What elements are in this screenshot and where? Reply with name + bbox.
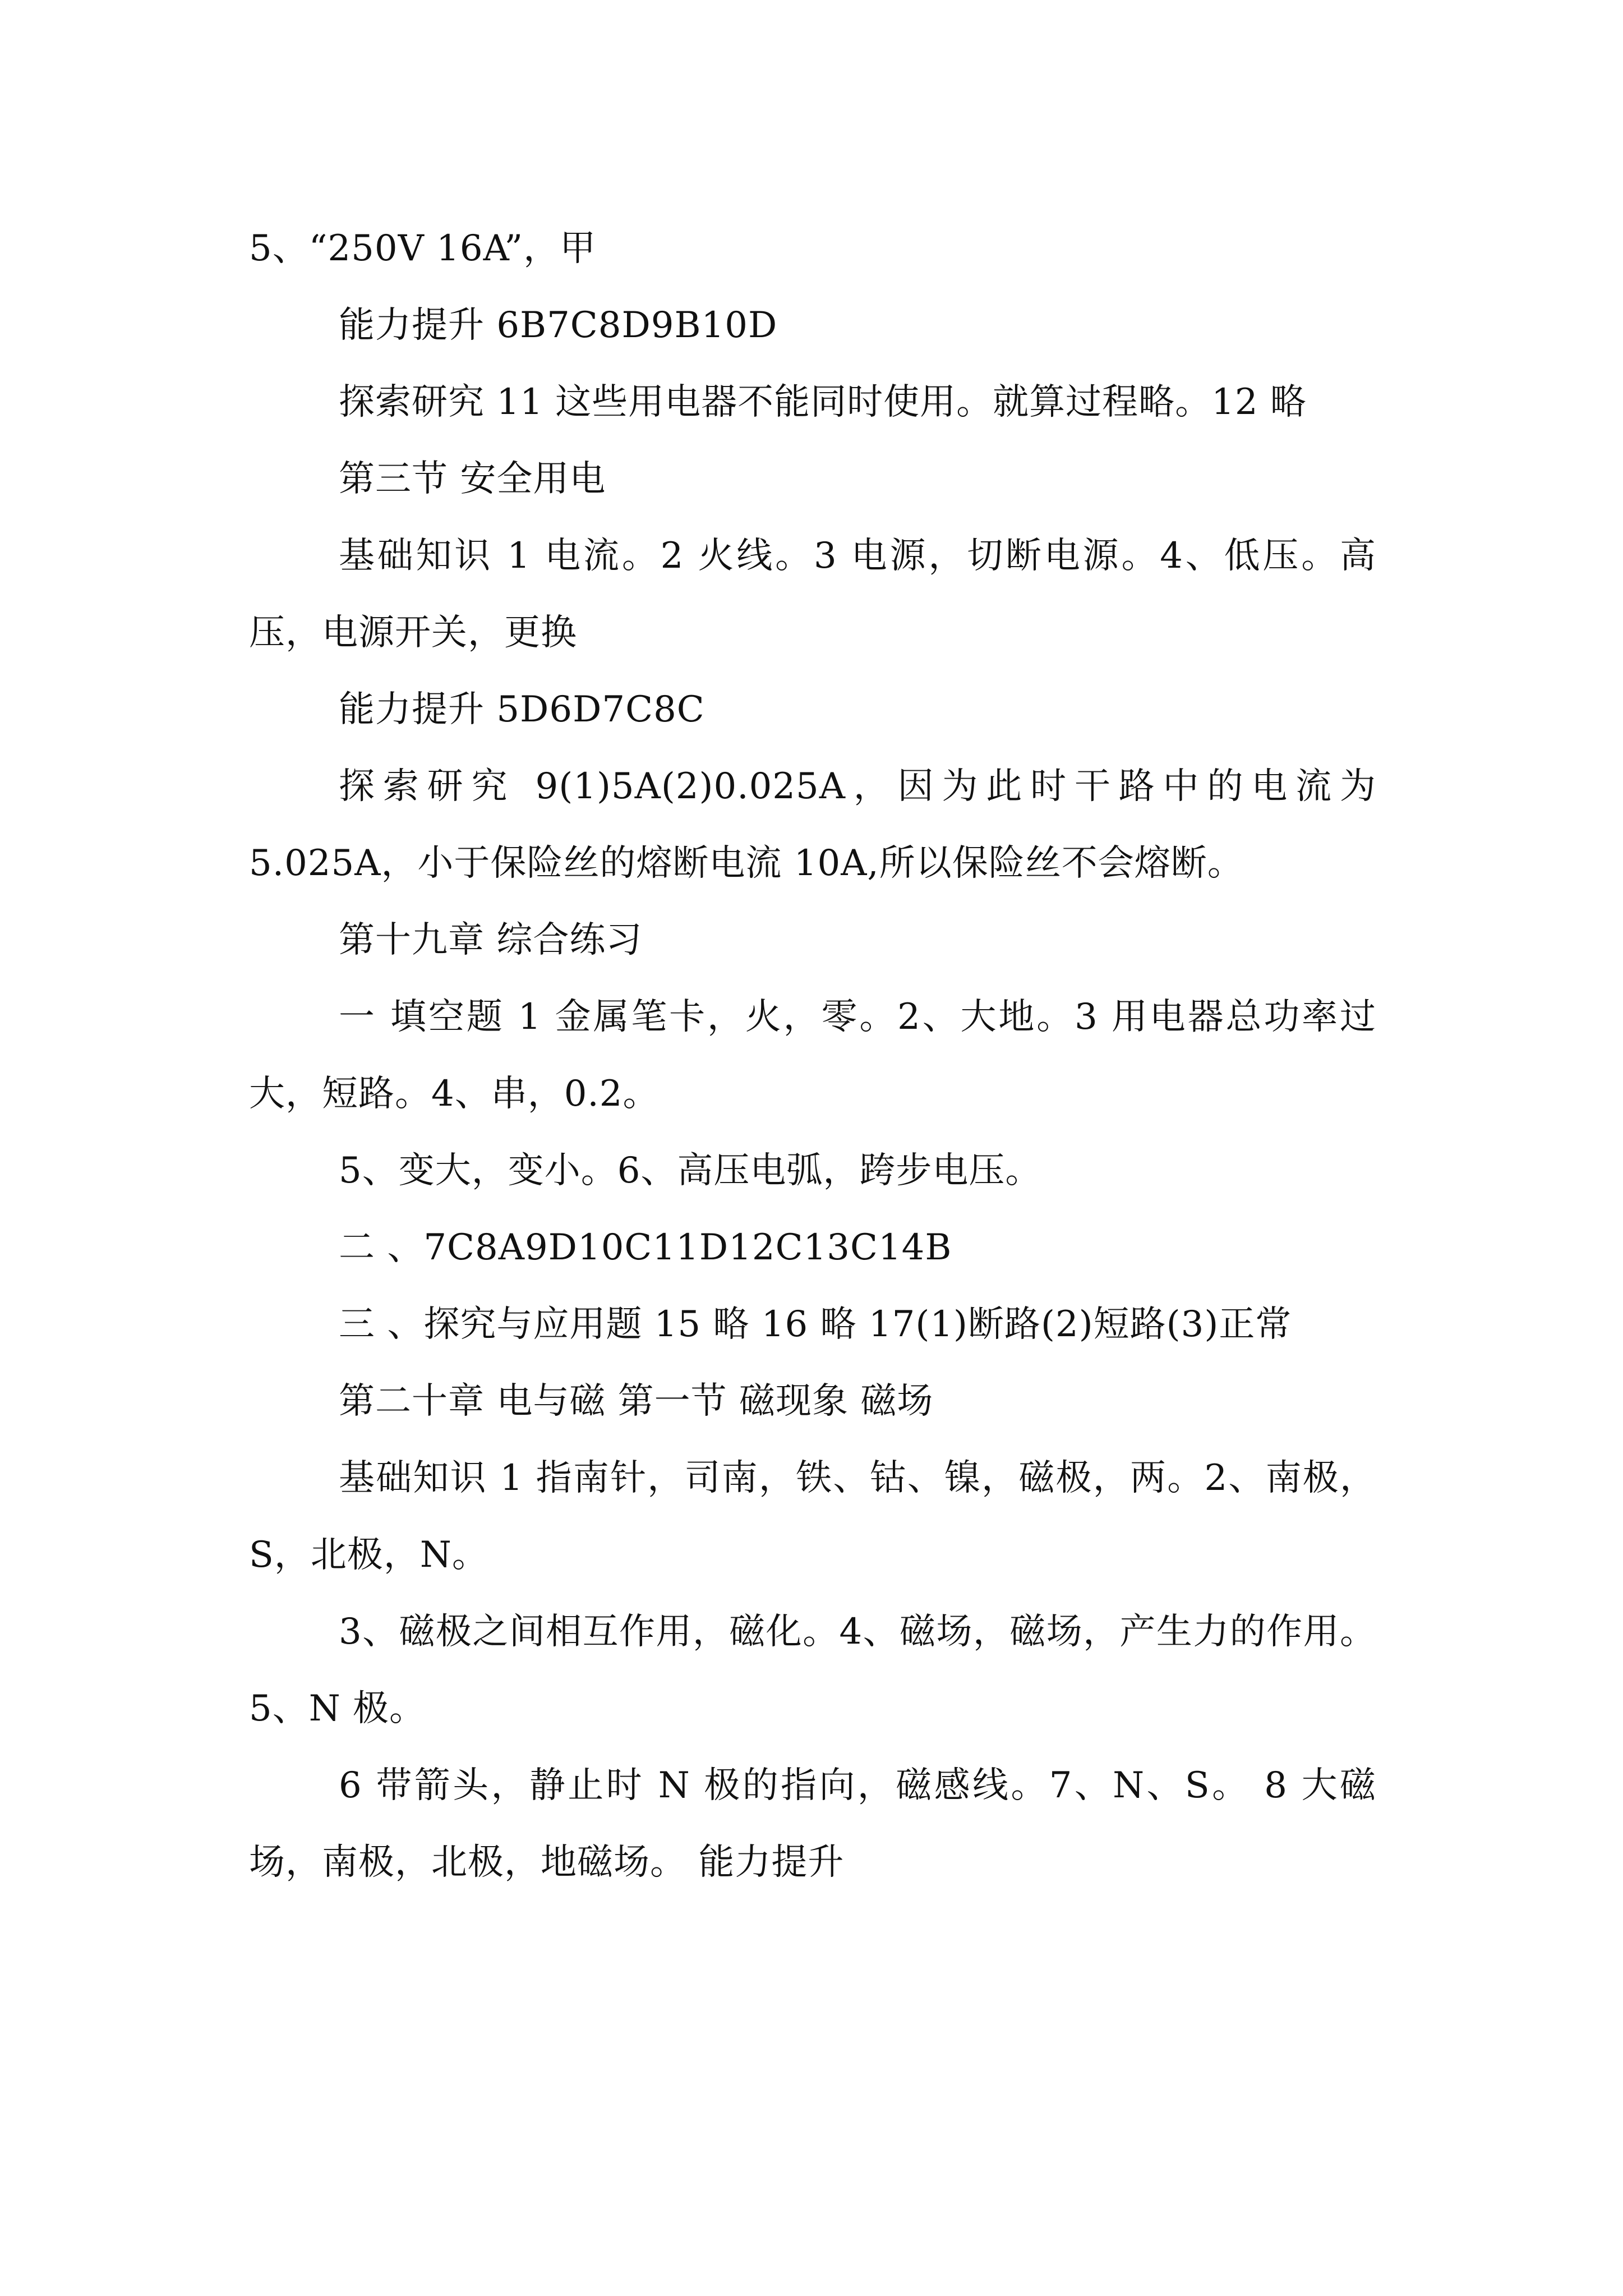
- paragraph: 能力提升 5D6D7C8C: [339, 689, 705, 730]
- section-heading: 第十九章 综合练习: [339, 919, 643, 961]
- paragraph: 6 带箭头，静止时 N 极的指向，磁感线。7、N、S。 8 大磁场，南极，北极，地磁场。 能力提升: [249, 1765, 1376, 1883]
- paragraph: 三 、探究与应用题 15 略 16 略 17(1)断路(2)短路(3)正常: [339, 1304, 1292, 1345]
- paragraph: 能力提升 6B7C8D9B10D: [339, 305, 778, 346]
- paragraph: 5、变大，变小。6、高压电弧，跨步电压。: [339, 1150, 1042, 1191]
- paragraph: 探索研究 11 这些用电器不能同时使用。就算过程略。12 略: [339, 381, 1307, 423]
- document-body: [249, 210, 1376, 1901]
- paragraph: 二 、7C8A9D10C11D12C13C14B: [339, 1227, 952, 1268]
- paragraph: 基础知识 1 电流。2 火线。3 电源，切断电源。4、低压。高压，电源开关，更换: [249, 535, 1376, 654]
- section-heading: 第三节 安全用电: [339, 458, 606, 500]
- paragraph: 基础知识 1 指南针，司南，铁、钴、镍，磁极，两。2、南极，S，北极，N。: [249, 1457, 1376, 1576]
- paragraph: 一 填空题 1 金属笔卡，火，零。2、大地。3 用电器总功率过大，短路。4、串，0.2。: [249, 996, 1376, 1115]
- paragraph: 5、“250V 16A”，甲: [249, 228, 597, 269]
- section-heading: 第二十章 电与磁 第一节 磁现象 磁场: [339, 1381, 934, 1422]
- paragraph: 探索研究 9(1)5A(2)0.025A，因为此时干路中的电流为 5.025A，小于保险丝的熔断电流 10A,所以保险丝不会熔断。: [249, 766, 1376, 884]
- paragraph: 3、磁极之间相互作用，磁化。4、磁场，磁场，产生力的作用。5、N 极。: [249, 1611, 1376, 1729]
